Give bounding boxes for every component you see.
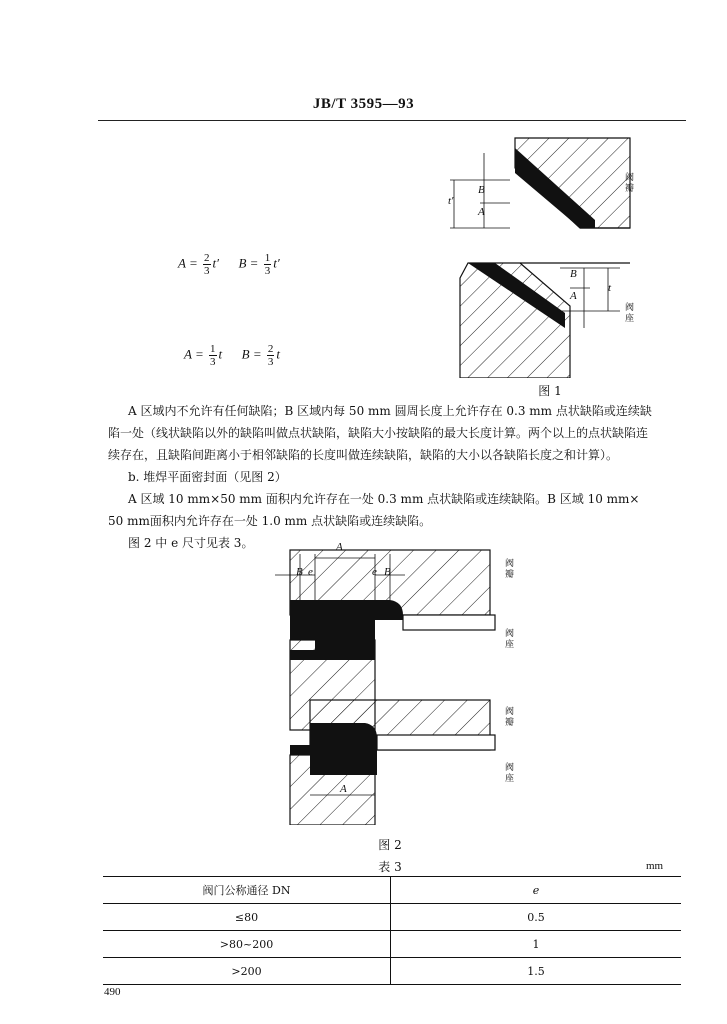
fig2-label-disc-top: 阀瓣 xyxy=(503,558,513,580)
fig1-label-seat: 阀座 xyxy=(623,302,633,324)
fig2-label-disc-bottom: 阀瓣 xyxy=(503,706,513,728)
fig2-dim-a: A xyxy=(336,541,343,553)
figure-2-drawing xyxy=(265,540,525,825)
figure-1-caption: 图 1 xyxy=(538,384,562,398)
header-rule xyxy=(98,120,686,121)
fig1-label-disc: 阀瓣 xyxy=(623,172,633,194)
table-3-title: 表 3 xyxy=(378,860,402,874)
figure-2-caption: 图 2 xyxy=(378,838,402,852)
fig2-dim-b-right: B xyxy=(384,566,391,578)
fig2-dim-a-bottom: A xyxy=(340,783,347,795)
table-ref: 图 2 中 e 尺寸见表 3。 xyxy=(128,536,254,550)
fig1-dim-a-upper: A xyxy=(478,206,485,218)
fig1-dim-t: t xyxy=(608,282,612,294)
paragraph-1: A 区域内不允许有任何缺陷；B 区域内每 50 mm 圆周长度上允许存在 0.3 mm 点状缺陷或连续缺 陷一处（线状缺陷以外的缺陷叫做点状缺陷，缺陷大小按缺陷的最大长度计算。两个以上的点状缺陷连 续存在，且缺陷间距离小于相邻缺陷的长度叫做连续缺陷，缺陷的大小以各缺陷长度之和计算）。 b. 堆焊平面密封面（见图 2） A 区域 10 mm×50 mm 面积内允许存在一处 0.3 mm 点状缺陷或连续缺陷。B 区域 10 mm× 50 mm面积内允许存在一处 1.0 mm 点状缺陷或连续缺陷。 图 2 中 e 尺寸见表 3。 xyxy=(108,400,688,554)
fig1-dim-t-prime: t′ xyxy=(448,195,454,207)
fig1-dim-a-lower: A xyxy=(570,290,577,302)
fig2-label-seat-top: 阀座 xyxy=(503,628,513,650)
table-row: ≤80 0.5 xyxy=(103,904,681,931)
table-header-e: e xyxy=(532,883,540,897)
formula-1: A = $\frac{2}{3}$ t′ B = $\frac{1}{3}$ t′ xyxy=(178,252,280,277)
table-row: >200 1.5 xyxy=(103,958,681,985)
fig2-dim-e-right: e xyxy=(372,566,377,578)
formula-2: A = $\frac{1}{3}$ t B = $\frac{2}{3}$ t xyxy=(184,343,280,368)
fig1-dim-b-upper: B xyxy=(478,184,485,196)
page-header: JB/T 3595—93 xyxy=(312,96,415,112)
table-3-unit: mm xyxy=(646,860,664,872)
fig2-dim-b-left: B xyxy=(296,566,303,578)
fig2-dim-e-left: e xyxy=(308,566,313,578)
table-row: >80~200 1 xyxy=(103,931,681,958)
figure-1-drawing xyxy=(440,128,640,378)
fig2-label-seat-bottom: 阀座 xyxy=(503,762,513,784)
fig1-dim-b-lower: B xyxy=(570,268,577,280)
item-b: b. 堆焊平面密封面（见图 2） xyxy=(128,470,287,484)
table-header-dn: 阀门公称通径 DN xyxy=(103,877,391,904)
table-3 xyxy=(103,876,681,985)
page-number: 490 xyxy=(104,986,121,998)
